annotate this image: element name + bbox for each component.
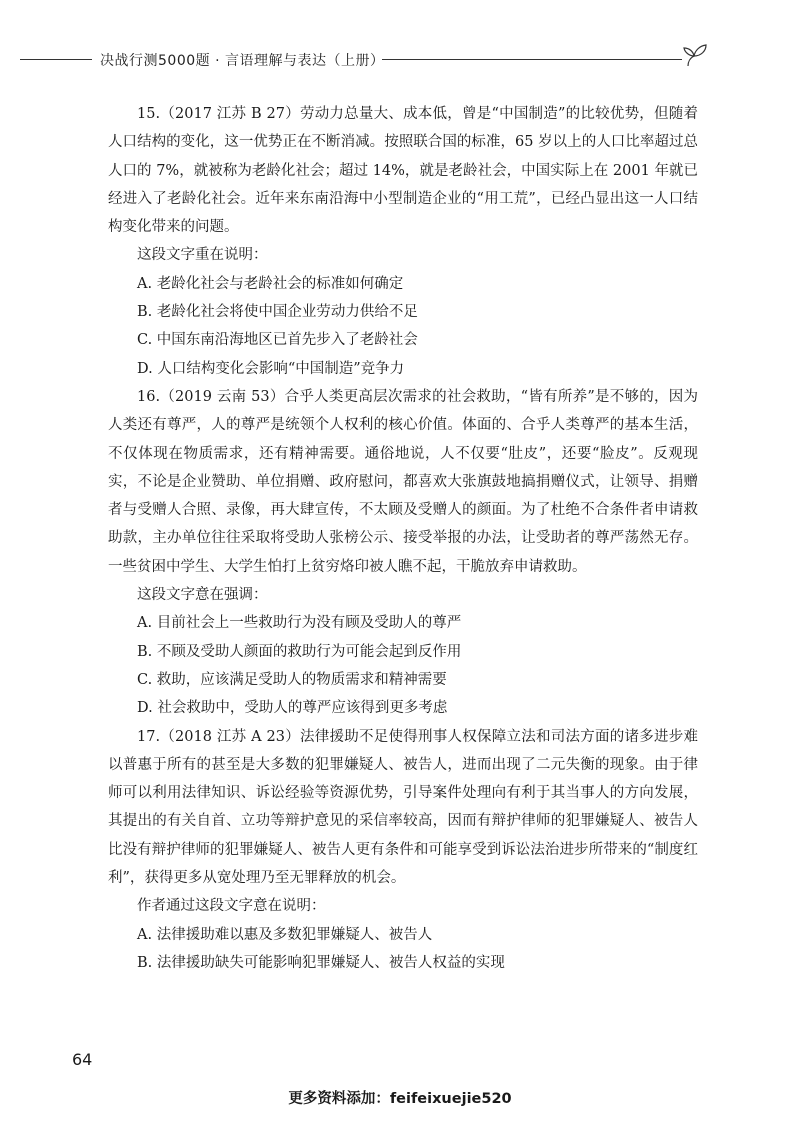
option-b: B. 法律援助缺失可能影响犯罪嫌疑人、被告人权益的实现	[137, 954, 505, 971]
option-c: C. 救助，应该满足受助人的物质需求和精神需要	[137, 671, 447, 688]
question-stem: 15.（2017 江苏 B 27）劳动力总量大、成本低，曾是“中国制造”的比较优势，但随着人口结构的变化，这一优势正在不断消减。按照联合国的标准，65 岁以上的人口比率超过总人口的 7%，就被称为老龄化社会；超过 14%，就是老龄社会，中国实际上在 2001 年就已经进入了老龄化社会。近年来东南沿海中小型制造企业的“用工荒”，已经凸显出这一人口结构变化带来的问题。	[108, 106, 698, 236]
option-b: B. 老龄化社会将使中国企业劳动力供给不足	[137, 304, 418, 321]
option-a: A. 法律援助难以惠及多数犯罪嫌疑人、被告人	[137, 926, 433, 943]
header-rule-left	[20, 59, 92, 60]
option-c: C. 中国东南沿海地区已首先步入了老龄社会	[137, 332, 418, 349]
option-a: A. 老龄化社会与老龄社会的标准如何确定	[137, 275, 404, 292]
question-prompt: 这段文字意在强调：	[137, 587, 268, 604]
option-d: D. 社会救助中，受助人的尊严应该得到更多考虑	[137, 700, 448, 717]
sprout-icon	[680, 40, 710, 70]
question-prompt: 作者通过这段文字意在说明：	[137, 898, 326, 915]
page-number: 64	[72, 1050, 93, 1069]
option-d: D. 人口结构变化会影响“中国制造”竞争力	[137, 360, 405, 377]
book-title: 决战行测5000题 · 言语理解与表达（上册）	[100, 53, 385, 69]
question-stem: 16.（2019 云南 53）合乎人类更高层次需求的社会救助，“皆有所养”是不够的，因为人类还有尊严，人的尊严是统领个人权利的核心价值。体面的、合乎人类尊严的基本生活，不仅体现在物质需求，还有精神需要。通俗地说，人不仅要“肚皮”，还要“脸皮”。反观现实，不论是企业赞助、单位捐赠、政府慰问，都喜欢大张旗鼓地搞捐赠仪式，让领导、捐赠者与受赠人合照、录像，再大肆宣传，不太顾及受赠人的颜面。为了杜绝不合条件者申请救助款，主办单位往往采取将受助人张榜公示、接受举报的办法，让受助者的尊严荡然无存。一些贫困中学生、大学生怕打上贫穷烙印被人瞧不起，干脆放弃申请救助。	[108, 388, 698, 575]
page-body	[108, 100, 698, 977]
option-b: B. 不顾及受助人颜面的救助行为可能会起到反作用	[137, 643, 462, 660]
running-header	[0, 40, 800, 70]
question-stem: 17.（2018 江苏 A 23）法律援助不足使得刑事人权保障立法和司法方面的诸多进步难以普惠于所有的甚至是大多数的犯罪嫌疑人、被告人，进而出现了二元失衡的现象。由于律师可以利用法律知识、诉讼经验等资源优势，引导案件处理向有利于其当事人的方向发展，其提出的有关自首、立功等辩护意见的采信率较高，因而有辩护律师的犯罪嫌疑人、被告人比没有辩护律师的犯罪嫌疑人、被告人更有条件和可能享受到诉讼法治进步所带来的“制度红利”，获得更多从宽处理乃至无罪释放的机会。	[108, 728, 698, 887]
header-rule-right	[382, 59, 682, 60]
option-a: A. 目前社会上一些救助行为没有顾及受助人的尊严	[137, 615, 462, 632]
question-prompt: 这段文字重在说明：	[137, 247, 268, 264]
footer-note: 更多资料添加：feifeixuejie520	[288, 1091, 512, 1107]
